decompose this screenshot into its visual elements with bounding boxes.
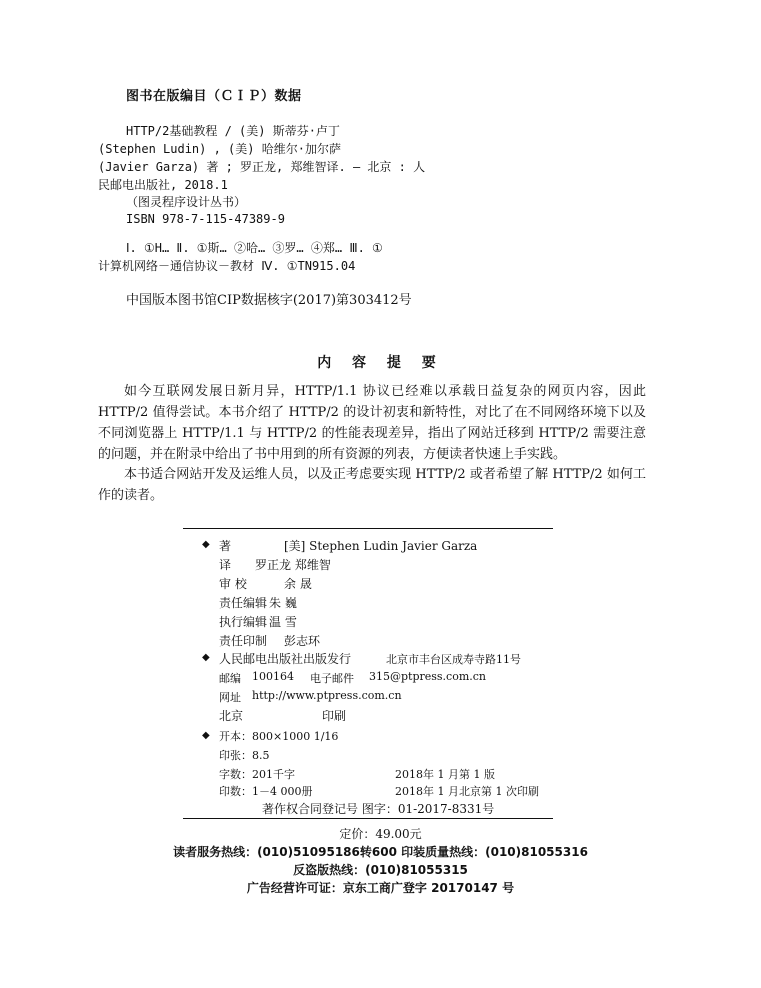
postcode-label: 邮编 <box>219 672 241 685</box>
credit-role: 译 <box>219 558 232 572</box>
price: 定价：49.00元 <box>339 827 422 841</box>
bullet-icon: ◆ <box>202 652 210 663</box>
isbn: ISBN 978-7-115-47389-9 <box>126 212 285 226</box>
antipiracy-hotline: 反盗版热线：(010)81055315 <box>293 863 468 877</box>
publisher-name: 人民邮电出版社出版发行 <box>219 652 352 666</box>
credit-name: 彭志环 <box>284 634 321 648</box>
credit-name: [美] Stephen Ludin Javier Garza <box>284 539 478 553</box>
postcode: 100164 <box>252 670 294 683</box>
copyright-registration: 著作权合同登记号 图字：01-2017-8331号 <box>262 802 495 816</box>
url-label: 网址 <box>219 691 241 704</box>
spec-words: 字数：201千字 <box>219 768 295 781</box>
series-name: （图灵程序设计丛书） <box>126 195 247 209</box>
cip-line: HTTP/2基础教程 / (美) 斯蒂芬·卢丁 <box>126 124 340 138</box>
classification-line: Ⅰ. ①H… Ⅱ. ①斯… ②哈… ③罗… ④郑… Ⅲ. ① <box>126 241 383 255</box>
spec-format: 开本：800×1000 1/16 <box>219 730 339 743</box>
credit-role: 执行编辑 <box>219 615 268 629</box>
bullet-icon: ◆ <box>202 730 210 741</box>
cip-core-note: 中国版本图书馆CIP数据核字(2017)第303412号 <box>126 293 412 308</box>
email: 315@ptpress.com.cn <box>369 670 487 683</box>
classification-line: 计算机网络－通信协议－教材 Ⅳ. ①TN915.04 <box>98 259 356 273</box>
spec-edition: 2018年 1 月第 1 版 <box>395 768 495 781</box>
spec-printing: 2018年 1 月北京第 1 次印刷 <box>395 785 539 798</box>
url: http://www.ptpress.com.cn <box>252 689 402 702</box>
email-label: 电子邮件 <box>310 672 354 685</box>
ad-license: 广告经营许可证：京东工商广登字 20170147 号 <box>246 881 515 895</box>
cip-title: 图书在版编目（ＣＩＰ）数据 <box>126 89 302 104</box>
divider-top <box>183 528 553 529</box>
credit-role: 著 <box>219 539 232 553</box>
credit-name: 余 晟 <box>284 577 312 591</box>
divider-bottom <box>183 818 553 819</box>
summary-title: 内 容 提 要 <box>317 355 444 371</box>
credit-name: 温 雪 <box>269 615 297 629</box>
credit-role: 审 校 <box>219 577 247 591</box>
cip-line: (Stephen Ludin) , (美) 哈维尔·加尔萨 <box>98 142 341 156</box>
spec-sheets: 印张：8.5 <box>219 749 270 762</box>
publisher-address: 北京市丰台区成寿寺路11号 <box>386 653 521 666</box>
cip-line: (Javier Garza) 著 ; 罗正龙, 郑维智译. — 北京 : 人 <box>98 160 426 174</box>
bullet-icon: ◆ <box>202 539 210 550</box>
credit-name: 罗正龙 郑维智 <box>255 558 331 572</box>
service-hotline: 读者服务热线：(010)51095186转600 印装质量热线：(010)81055316 <box>173 845 588 859</box>
credit-name: 朱 巍 <box>269 596 297 610</box>
spec-copies: 印数：1－4 000册 <box>219 785 313 798</box>
cip-line: 民邮电出版社, 2018.1 <box>98 178 228 192</box>
print-city: 北京 <box>219 709 244 723</box>
summary-paragraph: 本书适合网站开发及运维人员，以及正考虑要实现 HTTP/2 或者希望了解 HTTP/2 如何工作的读者。 <box>98 467 646 503</box>
credit-role: 责任编辑 <box>219 596 268 610</box>
print-label: 印刷 <box>322 709 347 723</box>
summary-paragraph: 如今互联网发展日新月异，HTTP/1.1 协议已经难以承载日益复杂的网页内容，因此 HTTP/2 值得尝试。本书介绍了 HTTP/2 的设计初衷和新特性，对比了在不同网络环境下以及不同浏览器上 HTTP/1.1 与 HTTP/2 的性能表现差异，指出了网站迁移到 HTTP/2 需要注意的问题，并在附录中给出了书中用到的所有资源的列表，方便读者快速上手实践。 <box>98 384 646 462</box>
credit-role: 责任印制 <box>219 634 268 648</box>
